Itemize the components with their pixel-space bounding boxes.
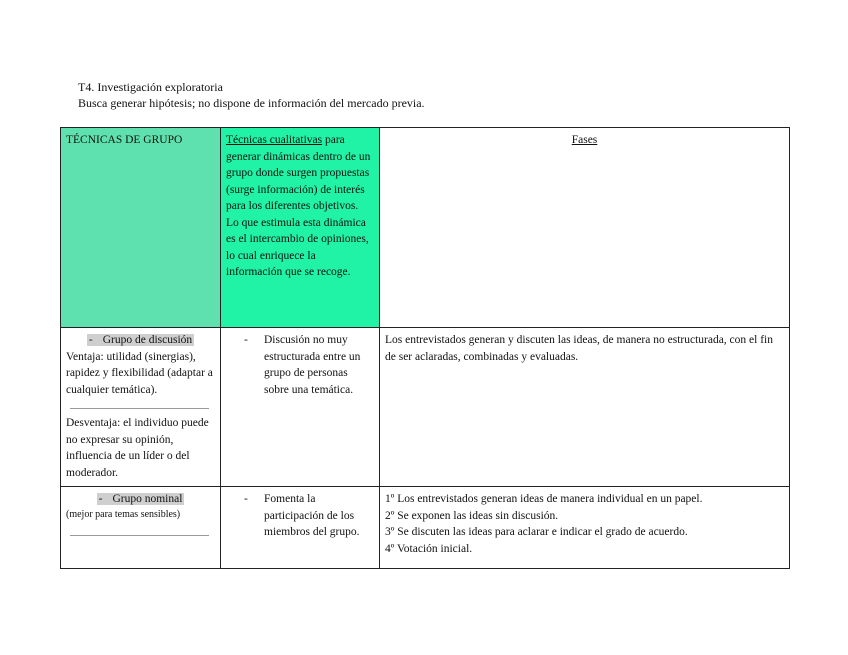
technique-divider (70, 408, 209, 409)
header-description-extra: Lo que estimula esta dinámica es el intercambio de opiniones, lo cual enriquece la información que se recoge. (226, 216, 369, 278)
phase-line: 3º Se discuten las ideas para aclarar e indicar el grado de acuerdo. (385, 526, 688, 538)
techniques-table (60, 127, 790, 569)
header-phases-label: Fases (571, 134, 598, 146)
description-cell (221, 328, 380, 487)
document-subtitle: Busca generar hipótesis; no dispone de información del mercado previa. (78, 96, 425, 110)
description-dash: - (244, 334, 248, 346)
technique-dash: - (88, 334, 93, 346)
header-cell-techniques (61, 128, 221, 328)
description-cell (221, 487, 380, 569)
header-cell-description (221, 128, 380, 328)
technique-note: (mejor para temas sensibles) (66, 508, 181, 520)
description-text: Fomenta la participación de los miembros del grupo. (264, 493, 360, 538)
table-row (61, 328, 790, 487)
description-item (226, 491, 374, 541)
description-text: Discusión no muy estructurada entre un grupo de personas sobre una temática. (264, 334, 361, 396)
technique-name: Grupo de discusión (102, 334, 193, 346)
document-title: T4. Investigación exploratoria (78, 80, 223, 94)
technique-disadvantage: Desventaja: el individuo puede no expresar su opinión, influencia de un líder o del moderador. (66, 417, 209, 479)
phase-line: 1º Los entrevistados generan ideas de manera individual en un papel. (385, 493, 703, 505)
technique-divider (70, 535, 209, 536)
phase-line: 4º Votación inicial. (385, 542, 473, 555)
phases-cell (380, 328, 790, 487)
technique-label (66, 491, 215, 508)
technique-cell (61, 487, 221, 569)
header-description-rest: para generar dinámicas dentro de un grupo donde surgen propuestas (surge información) de interés para los diferentes objetivos. (226, 134, 371, 212)
phase-line: 2º Se exponen las ideas sin discusión. (385, 509, 559, 522)
header-cell-phases (380, 128, 790, 328)
document-heading (78, 79, 425, 111)
table-header-row (61, 128, 790, 328)
header-description-text (226, 132, 374, 215)
phase-line: Los entrevistados generan y discuten las ideas, de manera no estructurada, con el fin de ser aclaradas, combinadas y evaluadas. (385, 334, 773, 363)
description-item (226, 332, 374, 398)
header-techniques-label: TÉCNICAS DE GRUPO (66, 134, 183, 146)
technique-name: Grupo nominal (112, 493, 183, 505)
description-dash: - (244, 493, 248, 505)
header-description-underlined: Técnicas cualitativas (226, 134, 323, 146)
technique-dash: - (98, 493, 103, 505)
technique-label (66, 332, 215, 349)
technique-advantage: Ventaja: utilidad (sinergias), rapidez y flexibilidad (adaptar a cualquier temática). (66, 350, 213, 396)
technique-cell (61, 328, 221, 487)
phases-cell (380, 487, 790, 569)
table-row (61, 487, 790, 569)
